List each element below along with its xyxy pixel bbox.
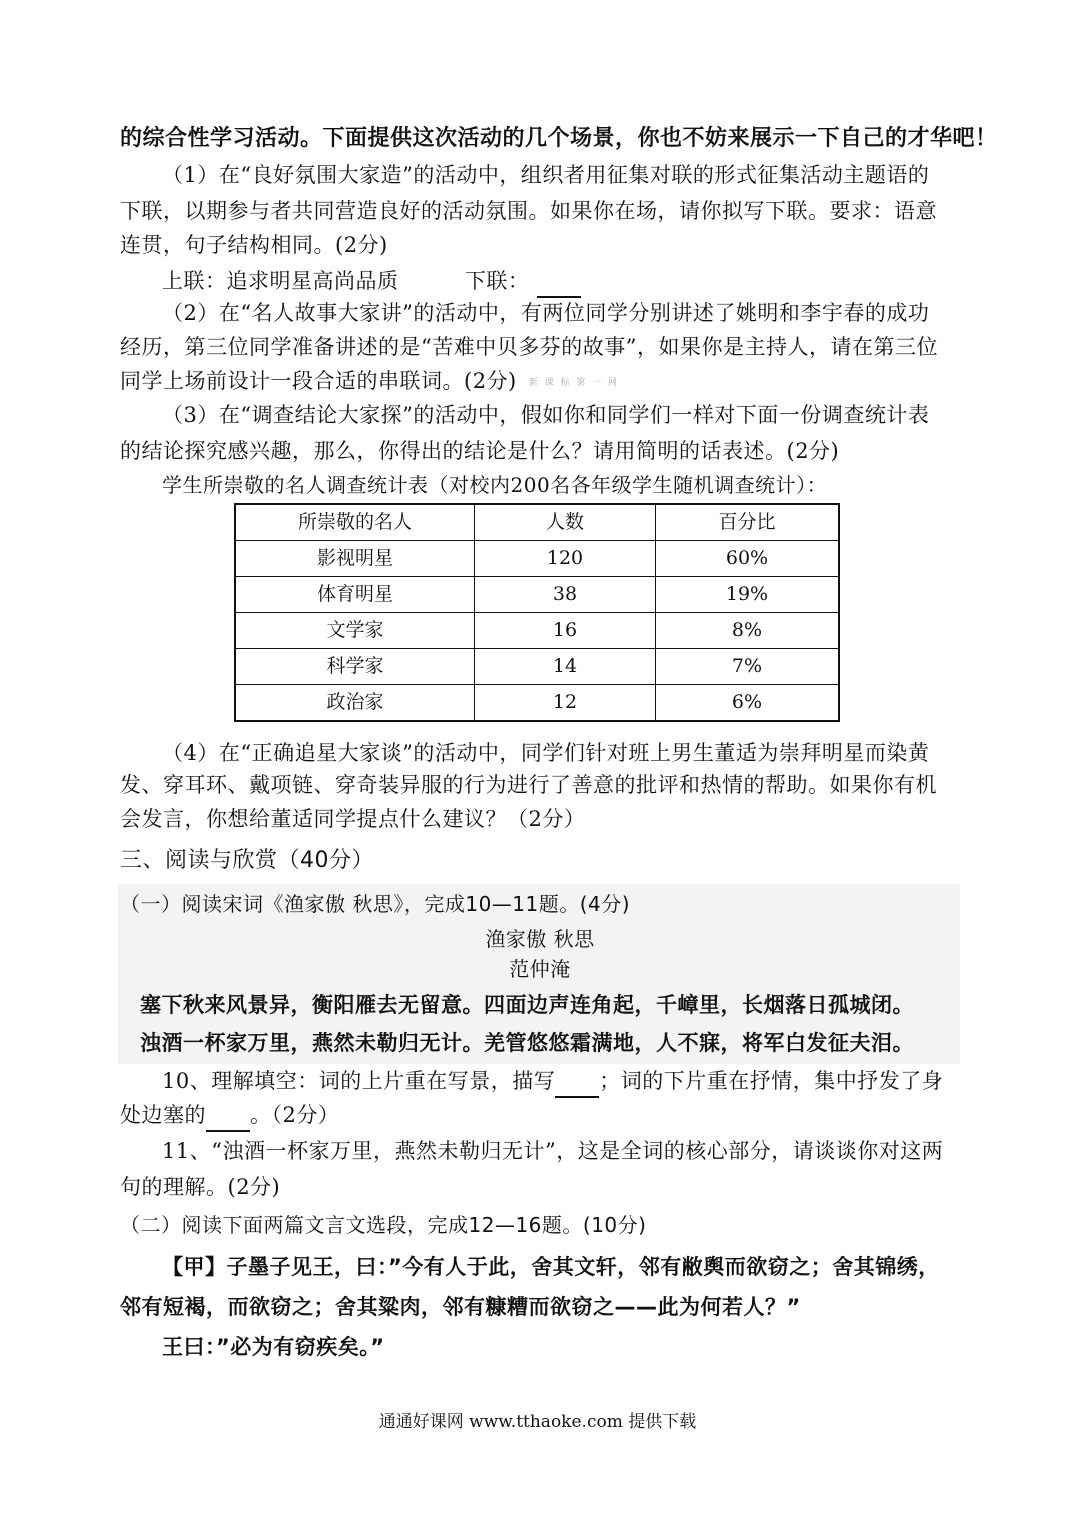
- passage-jia-line-3: 王曰：”必为有窃疾矣。”: [162, 1335, 385, 1359]
- table-row: [235, 541, 839, 577]
- table-cell: 7%: [656, 649, 840, 685]
- q4-line-3: 会发言，你想给董适同学提点什么建议？（2分）: [120, 807, 586, 831]
- q10-text-d: 。（2分）: [250, 1103, 340, 1127]
- footer-credit: 通通好课网 www.tthaoke.com 提供下载: [378, 1412, 697, 1432]
- header-cell: 所崇敬的名人: [235, 504, 475, 541]
- q10-text-b: ；词的下片重在抒情，集中抒发了身: [599, 1069, 944, 1093]
- poem-line-2: 浊酒一杯家万里，燕然未勒归无计。羌管悠悠霜满地，人不寐，将军白发征夫泪。: [140, 1031, 914, 1055]
- q3-line-1: （3）在“调查结论大家探”的活动中，假如你和同学们一样对下面一份调查统计表: [162, 403, 930, 427]
- q11-line-2: 句的理解。(2分): [120, 1175, 281, 1199]
- table-row: [235, 613, 839, 649]
- q1-line-1: （1）在“良好氛围大家造”的活动中，组织者用征集对联的形式征集活动主题语的: [162, 163, 930, 187]
- q10-blank-1[interactable]: [555, 1074, 599, 1098]
- table-cell: 6%: [656, 685, 840, 722]
- table-cell: 16: [475, 613, 656, 649]
- table-cell: 12: [475, 685, 656, 722]
- section-3-heading: 三、阅读与欣赏（40分）: [120, 848, 374, 873]
- q10-line-1: [162, 1064, 960, 1098]
- q10-line-2: [120, 1098, 960, 1132]
- q10-text-c: 处边塞的: [120, 1103, 206, 1127]
- poem-title: 渔家傲 秋思: [485, 927, 595, 951]
- lower-couplet-label: 下联：: [464, 269, 530, 293]
- poem-author: 范仲淹: [509, 957, 571, 981]
- table-cell: 60%: [656, 541, 840, 577]
- q10-text-a: 10、理解填空：词的上片重在写景，描写: [162, 1069, 556, 1093]
- header-cell: 百分比: [656, 504, 840, 541]
- table-cell: 文学家: [235, 613, 475, 649]
- table-cell: 38: [475, 577, 656, 613]
- intro-text: 的综合性学习活动。下面提供这次活动的几个场景，你也不妨来展示一下自己的才华吧！: [120, 126, 998, 151]
- q11-line-1: 11、“浊酒一杯家万里，燕然未勒归无计”，这是全词的核心部分，请谈谈你对这两: [162, 1139, 944, 1163]
- part-1-heading: （一）阅读宋词《渔家傲 秋思》，完成10—11题。(4分): [120, 892, 631, 916]
- q10-blank-2[interactable]: [206, 1108, 250, 1132]
- table-row: [235, 685, 839, 722]
- table-cell: 120: [475, 541, 656, 577]
- table-cell: 影视明星: [235, 541, 475, 577]
- q4-line-2: 发、穿耳环、戴项链、穿奇装异服的行为进行了善意的批评和热情的帮助。如果你有机: [120, 773, 937, 797]
- q1-line-3: 连贯，句子结构相同。(2分): [120, 233, 388, 257]
- table-row: [235, 649, 839, 685]
- survey-table: [234, 503, 840, 722]
- table-cell: 19%: [656, 577, 840, 613]
- table-row: [235, 577, 839, 613]
- table-cell: 政治家: [235, 685, 475, 722]
- watermark-text: 新 课 标 第 一 网: [528, 377, 620, 388]
- q2-line-3: [120, 364, 960, 400]
- upper-couplet: 上联：追求明星高尚品质: [162, 269, 399, 293]
- q3-line-2: 的结论探究感兴趣，那么，你得出的结论是什么？请用简明的话表述。(2分): [120, 439, 840, 463]
- couplet-line: [162, 264, 960, 298]
- lower-couplet-blank[interactable]: [537, 274, 581, 298]
- poem-line-1: 塞下秋来风景异，衡阳雁去无留意。四面边声连角起，千嶂里，长烟落日孤城闭。: [140, 993, 914, 1017]
- q4-line-1: （4）在“正确追星大家谈”的活动中，同学们针对班上男生董适为崇拜明星而染黄: [162, 741, 930, 765]
- header-cell: 人数: [475, 504, 656, 541]
- q2-line-1: （2）在“名人故事大家讲”的活动中，有两位同学分别讲述了姚明和李宇春的成功: [162, 301, 930, 325]
- table-header-row: [235, 504, 839, 541]
- q2-line-2: 经历，第三位同学准备讲述的是“苦难中贝多芬的故事”，如果你是主持人，请在第三位: [120, 335, 938, 359]
- table-cell: 科学家: [235, 649, 475, 685]
- part-2-heading: （二）阅读下面两篇文言文选段，完成12—16题。(10分): [120, 1213, 647, 1237]
- passage-jia-line-2: 邻有短褐，而欲窃之；舍其粱肉，邻有糠糟而欲窃之——此为何若人？”: [120, 1295, 801, 1319]
- q2-line-3-text: 同学上场前设计一段合适的串联词。(2分): [120, 369, 517, 393]
- table-cell: 体育明星: [235, 577, 475, 613]
- table-cell: 14: [475, 649, 656, 685]
- q1-line-2: 下联，以期参与者共同营造良好的活动氛围。如果你在场，请你拟写下联。要求：语意: [120, 199, 937, 223]
- table-cell: 8%: [656, 613, 840, 649]
- passage-jia-line-1: 【甲】子墨子见王，曰：”今有人于此，舍其文轩，邻有敝舆而欲窃之；舍其锦绣，: [162, 1255, 940, 1279]
- table-caption: 学生所崇敬的名人调查统计表（对校内200名各年级学生随机调查统计）：: [162, 473, 828, 497]
